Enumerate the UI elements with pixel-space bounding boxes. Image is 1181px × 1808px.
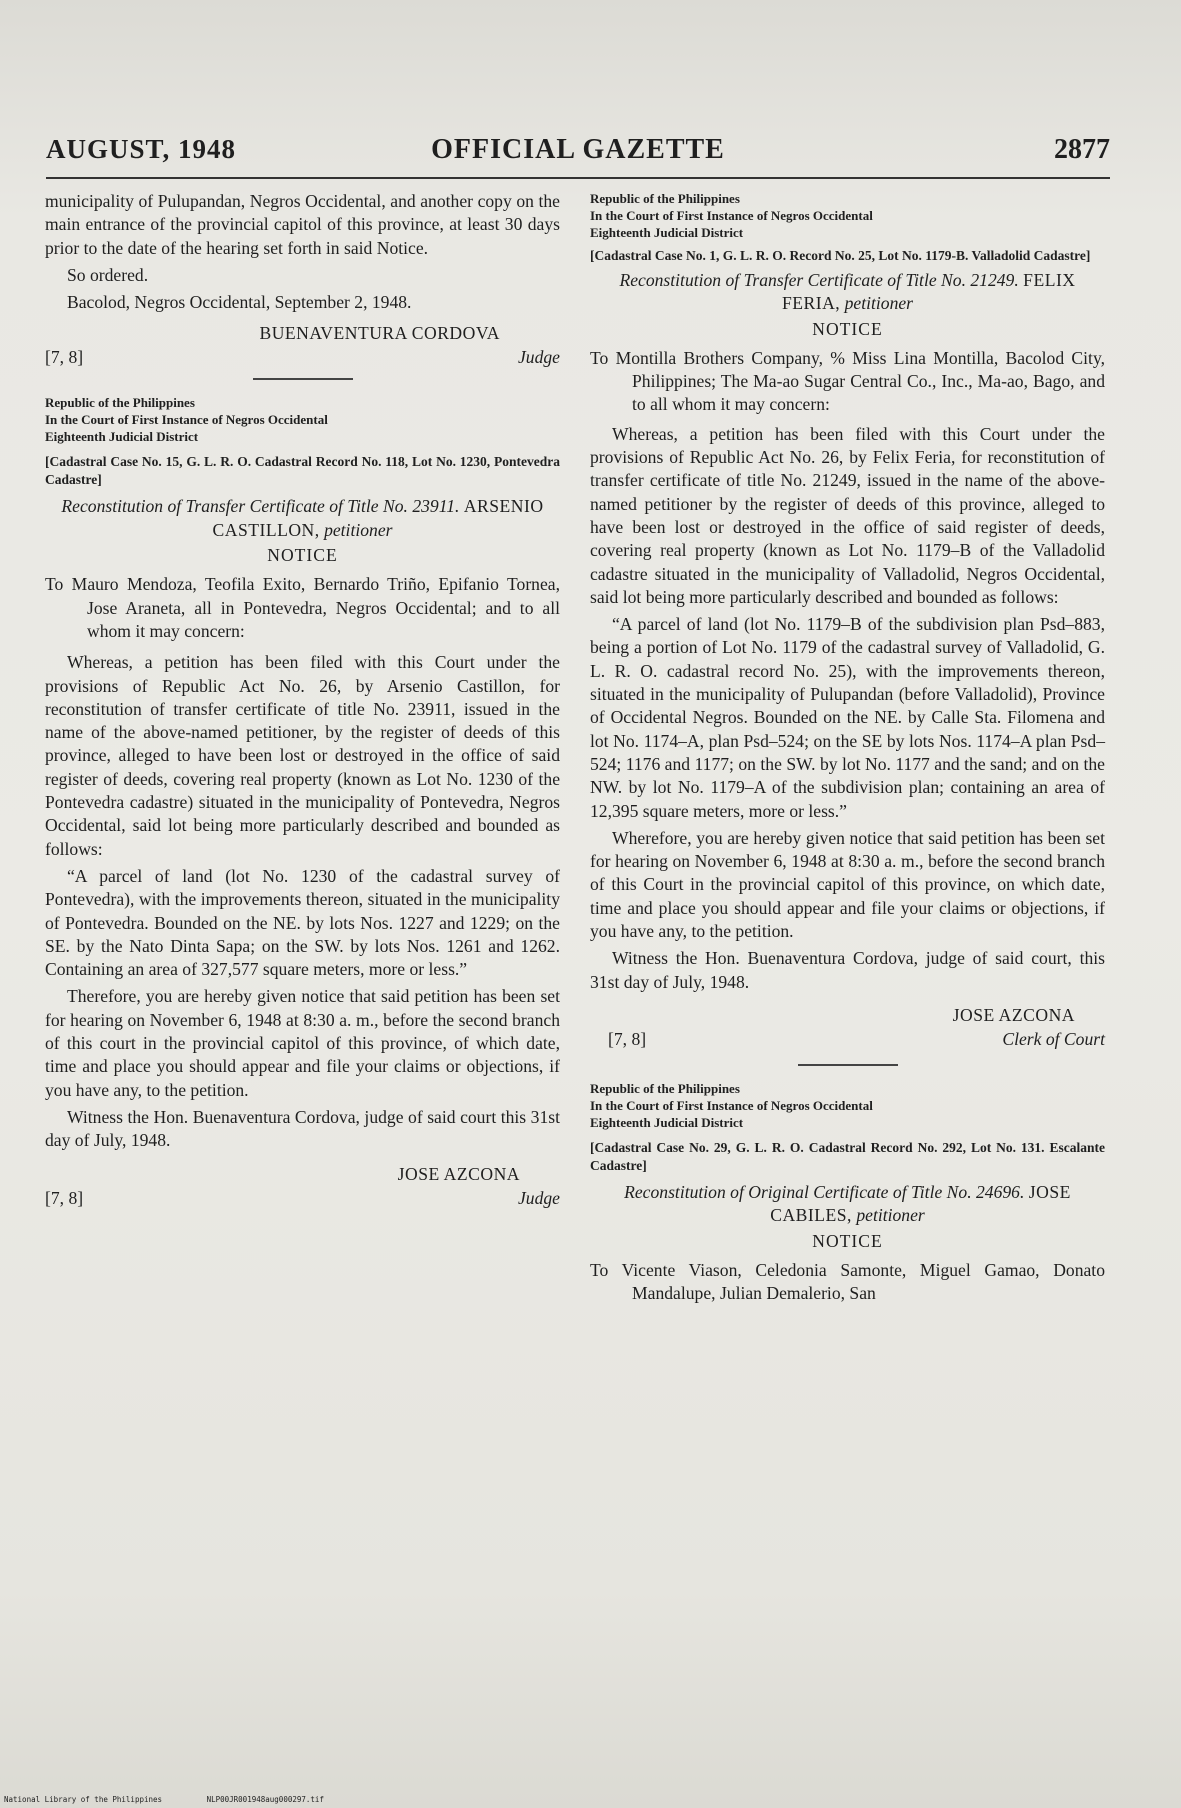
issue-ref: [7, 8] bbox=[45, 1187, 84, 1208]
recon-title-text: Reconstitution of Transfer Certificate of Title No. 23911. bbox=[61, 496, 460, 517]
header-title: OFFICIAL GAZETTE bbox=[431, 134, 725, 165]
district-line: Eighteenth Judicial District bbox=[45, 429, 199, 445]
petitioner-name: ARSENIO CASTILLON, bbox=[212, 496, 544, 540]
issue-ref: [7, 8] bbox=[608, 1028, 647, 1049]
notice-heading: NOTICE bbox=[267, 545, 338, 566]
case-caption: [Cadastral Case No. 1, G. L. R. O. Record No. 25, Lot No. 1179-B. Valladolid Cadastre] bbox=[590, 248, 1091, 263]
addressees: To Mauro Mendoza, Teofila Exito, Bernardo Triño, Epifanio Tornea, Jose Araneta, all in Pontevedra, Negros Occidental; and to all whom it may concern: bbox=[45, 574, 560, 641]
republic-line: Republic of the Philippines bbox=[590, 191, 740, 206]
header-page-number: 2877 bbox=[1054, 134, 1110, 165]
notice-heading: NOTICE bbox=[812, 1230, 883, 1251]
signer-name: BUENAVENTURA CORDOVA bbox=[259, 323, 500, 344]
signature-ref-line bbox=[590, 1028, 1105, 1052]
signature-block bbox=[590, 1004, 1105, 1028]
witness-paragraph: Witness the Hon. Buenaventura Cordova, judge of said court this 31st day of July, 1948. bbox=[45, 1106, 560, 1151]
scan-footer bbox=[4, 1795, 364, 1804]
wherefore-paragraph: Wherefore, you are hereby given notice that said petition has been set for hearing on November 6, 1948 at 8:30 a. m., before the second branch of this Court in the provincial capitol of this province, on which date, time and place you should appear and file your claims or objections, if you have any, to the petition. bbox=[590, 827, 1105, 942]
republic-line: Republic of the Philippines bbox=[45, 395, 195, 411]
petitioner-role: petitioner bbox=[324, 519, 393, 540]
district-line: Eighteenth Judicial District bbox=[590, 225, 744, 240]
intro-paragraph: municipality of Pulupandan, Negros Occidental, and another copy on the main entrance of the provincial capitol of this province, at least 30 days prior to the date of the hearing set forth in said Notice. bbox=[45, 191, 560, 258]
left-column bbox=[45, 190, 560, 1211]
so-ordered: So ordered. bbox=[67, 264, 149, 285]
district-line: Eighteenth Judicial District bbox=[590, 1114, 744, 1130]
header-rule bbox=[46, 177, 1110, 179]
therefore-paragraph: Therefore, you are hereby given notice that said petition has been set for hearing on November 6, 1948 at 8:30 a. m., before the second branch of this court in the provincial capitol of this province, of which date, time and place you should appear and file your claims or objections, if you have any, to the petition. bbox=[45, 986, 560, 1100]
petitioner-role: petitioner bbox=[844, 293, 914, 314]
addressees: To Vicente Viason, Celedonia Samonte, Miguel Gamao, Donato Mandalupe, Julian Demalerio, San bbox=[590, 1259, 1105, 1304]
right-column bbox=[590, 190, 1105, 1305]
signature-ref-line bbox=[45, 1187, 560, 1211]
case-caption: [Cadastral Case No. 15, G. L. R. O. Cadastral Record No. 118, Lot No. 1230, Pontevedra Cadastre] bbox=[45, 454, 560, 488]
petitioner-role: petitioner bbox=[856, 1205, 925, 1226]
signature-block bbox=[45, 322, 560, 346]
court-line: In the Court of First Instance of Negros Occidental bbox=[590, 1097, 873, 1113]
republic-line: Republic of the Philippines bbox=[590, 1080, 740, 1096]
petitioner-name: FELIX FERIA, bbox=[781, 270, 1076, 314]
separator bbox=[798, 1064, 898, 1066]
signer-title: Judge bbox=[517, 347, 560, 368]
petitioner-name: JOSE CABILES, bbox=[770, 1181, 1071, 1226]
place-date: Bacolod, Negros Occidental, September 2, 1948. bbox=[67, 292, 412, 313]
page-header bbox=[46, 134, 1110, 174]
reconstitution-title bbox=[590, 269, 1105, 316]
reconstitution-title bbox=[590, 1181, 1105, 1228]
signature-block bbox=[45, 1163, 560, 1187]
recon-title-text: Reconstitution of Original Certificate of Title No. 24696. bbox=[624, 1181, 1025, 1202]
signer-name: JOSE AZCONA bbox=[397, 1163, 520, 1184]
reconstitution-title bbox=[45, 495, 560, 542]
footer-file: NLP00JR001948aug000297.tif bbox=[206, 1795, 324, 1804]
whereas-paragraph: Whereas, a petition has been filed with this Court under the provisions of Republic Act No. 26, by Arsenio Castillon, for reconstitution of transfer certificate of title No. 23911, issued in the name of the above-named petitioner, by the register of deeds of this province, alleged to have been lost or destroyed in the office of said register of deeds, covering real property (known as Lot No. 1230 of the Pontevedra cadastre) situated in the municipality of Pontevedra, Negros Occidental, said lot being more particularly described and bounded as follows: bbox=[45, 652, 560, 859]
land-description: “A parcel of land (lot No. 1179–B of the subdivision plan Psd–883, being a portion of Lot No. 1179 of the cadastral survey of Valladolid, G. L. R. O. cadastral record No. 25), with the improvements thereon, situated in the municipality of Pulupandan (before Valladolid), Province of Occidental Negros. Bounded on the NE. by Calle Sta. Filomena and lot No. 1174–A, plan Psd–524; on the SE by lots Nos. 1174–A plan Psd–524; 1176 and 1177; on the SW. by lot No. 1177 and the sand; and on the NW. by lot No. 1179–A of the subdivision plan; containing an area of 12,395 square meters, more or less.” bbox=[590, 614, 1105, 821]
signer-title: Clerk of Court bbox=[1002, 1028, 1105, 1049]
issue-ref: [7, 8] bbox=[45, 347, 84, 368]
separator bbox=[253, 378, 353, 380]
witness-paragraph: Witness the Hon. Buenaventura Cordova, judge of said court, this 31st day of July, 1948. bbox=[590, 948, 1105, 992]
recon-title-text: Reconstitution of Transfer Certificate of Title No. 21249. bbox=[619, 270, 1019, 290]
footer-library: National Library of the Philippines bbox=[4, 1795, 163, 1804]
court-line: In the Court of First Instance of Negros Occidental bbox=[45, 412, 328, 428]
whereas-paragraph: Whereas, a petition has been filed with this Court under the provisions of Republic Act No. 26, by Felix Feria, for reconstitution of transfer certificate of title No. 21249, issued in the name of the above-named petitioner by the register of deeds of this province, alleged to have been lost or destroyed in the office of said register of deeds, covering real property (known as Lot No. 1179–B of the Valladolid cadastre situated in the municipality of Valladolid, Negros Occidental, said lot being more particularly described and bounded as follows: bbox=[590, 423, 1105, 607]
header-date: AUGUST, 1948 bbox=[46, 134, 237, 164]
signer-title: Judge bbox=[517, 1187, 560, 1208]
court-line: In the Court of First Instance of Negros Occidental bbox=[590, 208, 873, 223]
notice-heading: NOTICE bbox=[812, 318, 883, 339]
signer-name: JOSE AZCONA bbox=[952, 1004, 1075, 1025]
case-caption: [Cadastral Case No. 29, G. L. R. O. Cadastral Record No. 292, Lot No. 131. Escalante Cadastre] bbox=[590, 1139, 1105, 1173]
land-description: “A parcel of land (lot No. 1230 of the cadastral survey of Pontevedra), with the improvements thereon, situated in the municipality of Pontevedra. Bounded on the NE. by lots Nos. 1227 and 1229; on the SE. by the Nato Dinta Sapa; on the SW. by lots Nos. 1261 and 1262. Containing an area of 327,577 square meters, more or less.” bbox=[45, 865, 560, 980]
signature-ref-line bbox=[45, 346, 560, 370]
addressees: To Montilla Brothers Company, % Miss Lina Montilla, Bacolod City, Philippines; The Ma-ao Sugar Central Co., Inc., Ma-ao, Bago, and to all whom it may concern: bbox=[590, 347, 1105, 415]
